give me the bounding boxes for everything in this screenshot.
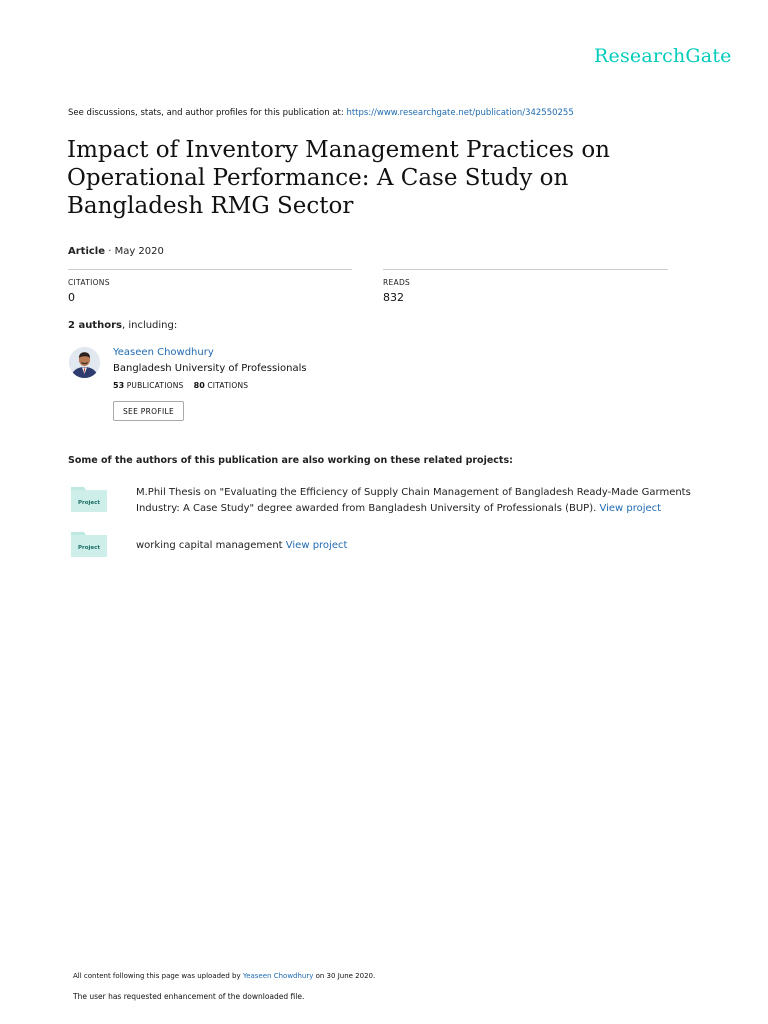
citations-value: 0 (68, 291, 75, 304)
reads-label: READS (383, 278, 411, 287)
author-avatar[interactable] (69, 347, 100, 378)
citations-divider (68, 269, 352, 270)
related-projects-heading: Some of the authors of this publication are also working on these related projects: (68, 455, 513, 466)
author-publications-label: PUBLICATIONS (126, 381, 184, 390)
author-institution: Bangladesh University of Professionals (113, 363, 307, 374)
researchgate-logo[interactable]: ResearchGate (594, 45, 732, 67)
see-profile-button[interactable]: SEE PROFILE (113, 401, 184, 421)
project-folder-icon (70, 485, 108, 513)
author-stats (113, 381, 248, 390)
publication-date: · May 2020 (105, 246, 164, 257)
author-publications-count: 53 (113, 381, 125, 390)
project-item (136, 538, 711, 554)
publication-meta (68, 246, 164, 257)
authors-suffix: , including: (121, 320, 178, 331)
reads-divider (383, 269, 668, 270)
project-folder-icon (70, 530, 108, 558)
uploader-link[interactable]: Yeaseen Chowdhury (242, 972, 314, 980)
upload-note (73, 972, 375, 980)
authors-summary (68, 320, 177, 331)
author-name-link[interactable]: Yeaseen Chowdhury (113, 347, 214, 358)
project-description: working capital management (136, 540, 283, 551)
publication-title: Impact of Inventory Management Practices on Operational Performance: A Case Study on Bangladesh RMG Sector (67, 137, 610, 219)
upload-prefix: All content following this page was uploaded by (73, 972, 243, 980)
publication-url-link[interactable]: https://www.researchgate.net/publication/342550255 (346, 108, 574, 118)
view-project-link[interactable]: View project (285, 540, 348, 551)
project-icon-label: Project (77, 545, 101, 551)
reads-value: 832 (383, 291, 404, 304)
author-citations-label: CITATIONS (207, 381, 249, 390)
person-avatar-icon (69, 347, 100, 378)
author-citations-count: 80 (193, 381, 205, 390)
project-icon-label: Project (77, 500, 101, 506)
project-item (136, 485, 711, 517)
discussion-line (68, 108, 574, 118)
project-description: M.Phil Thesis on "Evaluating the Efficiency of Supply Chain Management of Bangladesh Ready-Made Garments Industry: A Case Study" degree awarded from Bangladesh University of Professionals (BUP). (136, 487, 691, 514)
view-project-link[interactable]: View project (599, 503, 662, 514)
upload-suffix: on 30 June 2020. (313, 972, 376, 980)
publication-type: Article (68, 246, 106, 257)
authors-count: 2 authors (68, 320, 122, 331)
enhancement-note: The user has requested enhancement of the downloaded file. (73, 992, 305, 1001)
discussion-prefix: See discussions, stats, and author profiles for this publication at: (68, 108, 347, 118)
citations-label: CITATIONS (68, 278, 110, 287)
